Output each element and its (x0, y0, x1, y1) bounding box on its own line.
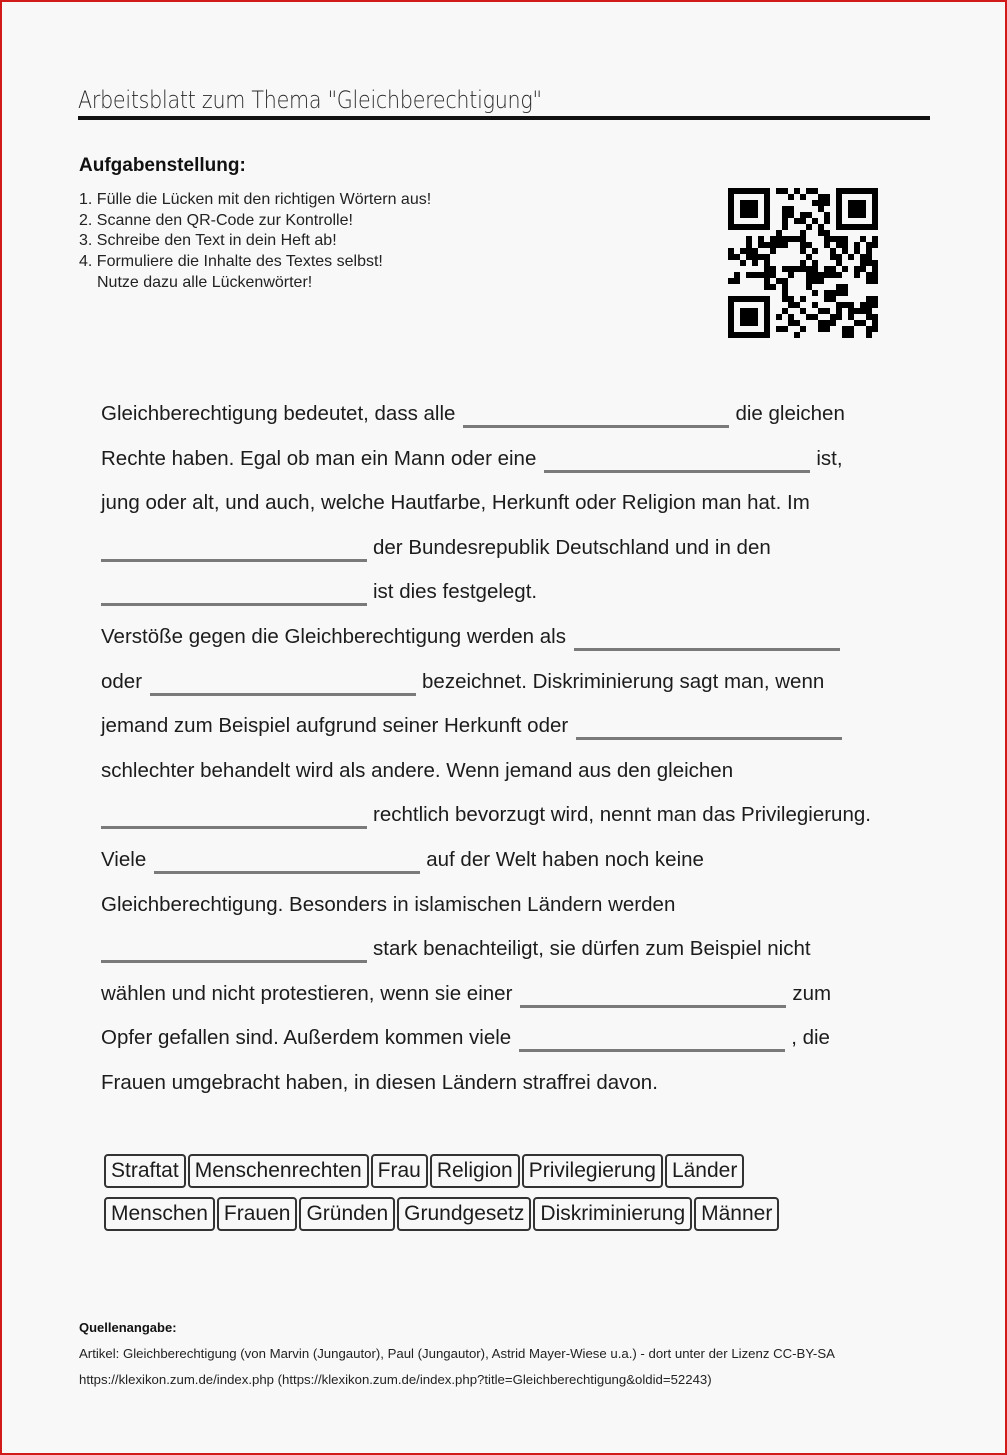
source-citation: Artikel: Gleichberechtigung (von Marvin (Jungautor), Paul (Jungautor), Astrid Mayer-Wiese u.a.) - dort unter der Lizenz CC-BY-SA (79, 1346, 835, 1361)
word-bank-row (104, 1154, 904, 1197)
text-segment: Gleichberechtigung bedeutet, dass alle (101, 402, 456, 425)
text-segment: Rechte haben. Egal ob man ein Mann oder eine (101, 446, 537, 470)
text-segment: schlechter behandelt wird als andere. Wenn jemand aus den gleichen (101, 758, 734, 782)
qr-code-icon (728, 188, 878, 338)
text-line (101, 759, 733, 804)
text-line (101, 491, 810, 536)
blank-gap[interactable] (463, 403, 729, 428)
word-chip: Männer (694, 1197, 779, 1231)
text-segment: Gleichberechtigung. Besonders in islamischen Ländern werden (101, 892, 676, 916)
text-line (101, 536, 771, 581)
word-chip: Frauen (217, 1197, 298, 1231)
blank-gap[interactable] (101, 537, 367, 562)
text-segment: wählen und nicht protestieren, wenn sie einer (101, 981, 513, 1005)
text-line (101, 893, 675, 938)
source-url: https://klexikon.zum.de/index.php (https://klexikon.zum.de/index.php?title=Gleichberechtigung&oldid=52243) (79, 1372, 712, 1387)
text-segment: die gleichen (735, 402, 845, 425)
text-segment: jung oder alt, und auch, welche Hautfarbe, Herkunft oder Religion man hat. Im (101, 491, 810, 515)
word-chip: Diskriminierung (533, 1197, 692, 1231)
text-line (101, 714, 848, 759)
word-chip: Religion (430, 1154, 520, 1188)
blank-gap[interactable] (576, 715, 842, 740)
text-segment: der Bundesrepublik Deutschland und in den (373, 535, 771, 559)
text-line (101, 580, 537, 625)
text-segment: zum (792, 981, 832, 1005)
word-chip: Menschen (104, 1197, 215, 1231)
blank-gap[interactable] (154, 849, 420, 874)
text-line (101, 1026, 830, 1071)
blank-gap[interactable] (544, 448, 810, 473)
text-line (101, 625, 846, 670)
source-heading: Quellenangabe: (79, 1320, 177, 1335)
text-segment: Viele (101, 848, 147, 871)
blank-gap[interactable] (101, 938, 367, 963)
word-chip: Frau (371, 1154, 428, 1188)
text-segment: jemand zum Beispiel aufgrund seiner Herkunft oder (101, 714, 569, 738)
blank-gap[interactable] (101, 581, 367, 606)
worksheet-title: Arbeitsblatt zum Thema "Gleichberechtigung" (78, 86, 542, 114)
text-segment: auf der Welt haben noch keine (426, 848, 704, 871)
blank-gap[interactable] (150, 671, 416, 696)
task-item: 1. Fülle die Lücken mit den richtigen Wörtern aus! (79, 191, 432, 208)
task-item: 3. Schreibe den Text in dein Heft ab! (79, 232, 337, 250)
text-segment: ist dies festgelegt. (373, 580, 538, 604)
text-line (101, 803, 871, 848)
text-line (101, 848, 704, 893)
word-bank (104, 1154, 904, 1239)
blank-gap[interactable] (101, 804, 367, 829)
task-list (79, 190, 431, 294)
task-item: 4. Formuliere die Inhalte des Textes selbst! (79, 253, 383, 271)
text-segment: oder (101, 669, 143, 693)
task-heading: Aufgabenstellung: (79, 155, 246, 176)
text-line (101, 447, 843, 492)
text-line (101, 937, 811, 982)
word-chip: Grundgesetz (397, 1197, 531, 1231)
text-segment: , die (791, 1026, 830, 1050)
text-segment: Frauen umgebracht haben, in diesen Ländern straffrei davon. (101, 1071, 658, 1094)
blank-gap[interactable] (519, 1027, 785, 1052)
text-segment: rechtlich bevorzugt wird, nennt man das Privilegierung. (373, 803, 871, 827)
text-segment: Opfer gefallen sind. Außerdem kommen viele (101, 1026, 512, 1050)
title-underline (78, 116, 930, 120)
word-chip: Gründen (299, 1197, 395, 1231)
text-segment: stark benachteiligt, sie dürfen zum Beispiel nicht (373, 937, 811, 961)
text-segment: Verstöße gegen die Gleichberechtigung werden als (101, 625, 566, 648)
blank-gap[interactable] (574, 626, 840, 651)
task-item: 2. Scanne den QR-Code zur Kontrolle! (79, 211, 353, 229)
blank-gap[interactable] (520, 983, 786, 1008)
text-line (101, 982, 831, 1027)
text-line (101, 402, 845, 447)
word-chip: Straftat (104, 1154, 186, 1188)
text-line (101, 670, 824, 715)
text-segment: ist, (816, 446, 843, 470)
word-chip: Länder (665, 1154, 744, 1188)
word-chip: Menschenrechten (188, 1154, 369, 1188)
word-bank-row (104, 1197, 904, 1240)
text-segment: bezeichnet. Diskriminierung sagt man, wenn (422, 669, 825, 693)
text-line (101, 1071, 658, 1116)
task-item-continuation: Nutze dazu alle Lückenwörter! (97, 273, 313, 291)
word-chip: Privilegierung (522, 1154, 663, 1188)
